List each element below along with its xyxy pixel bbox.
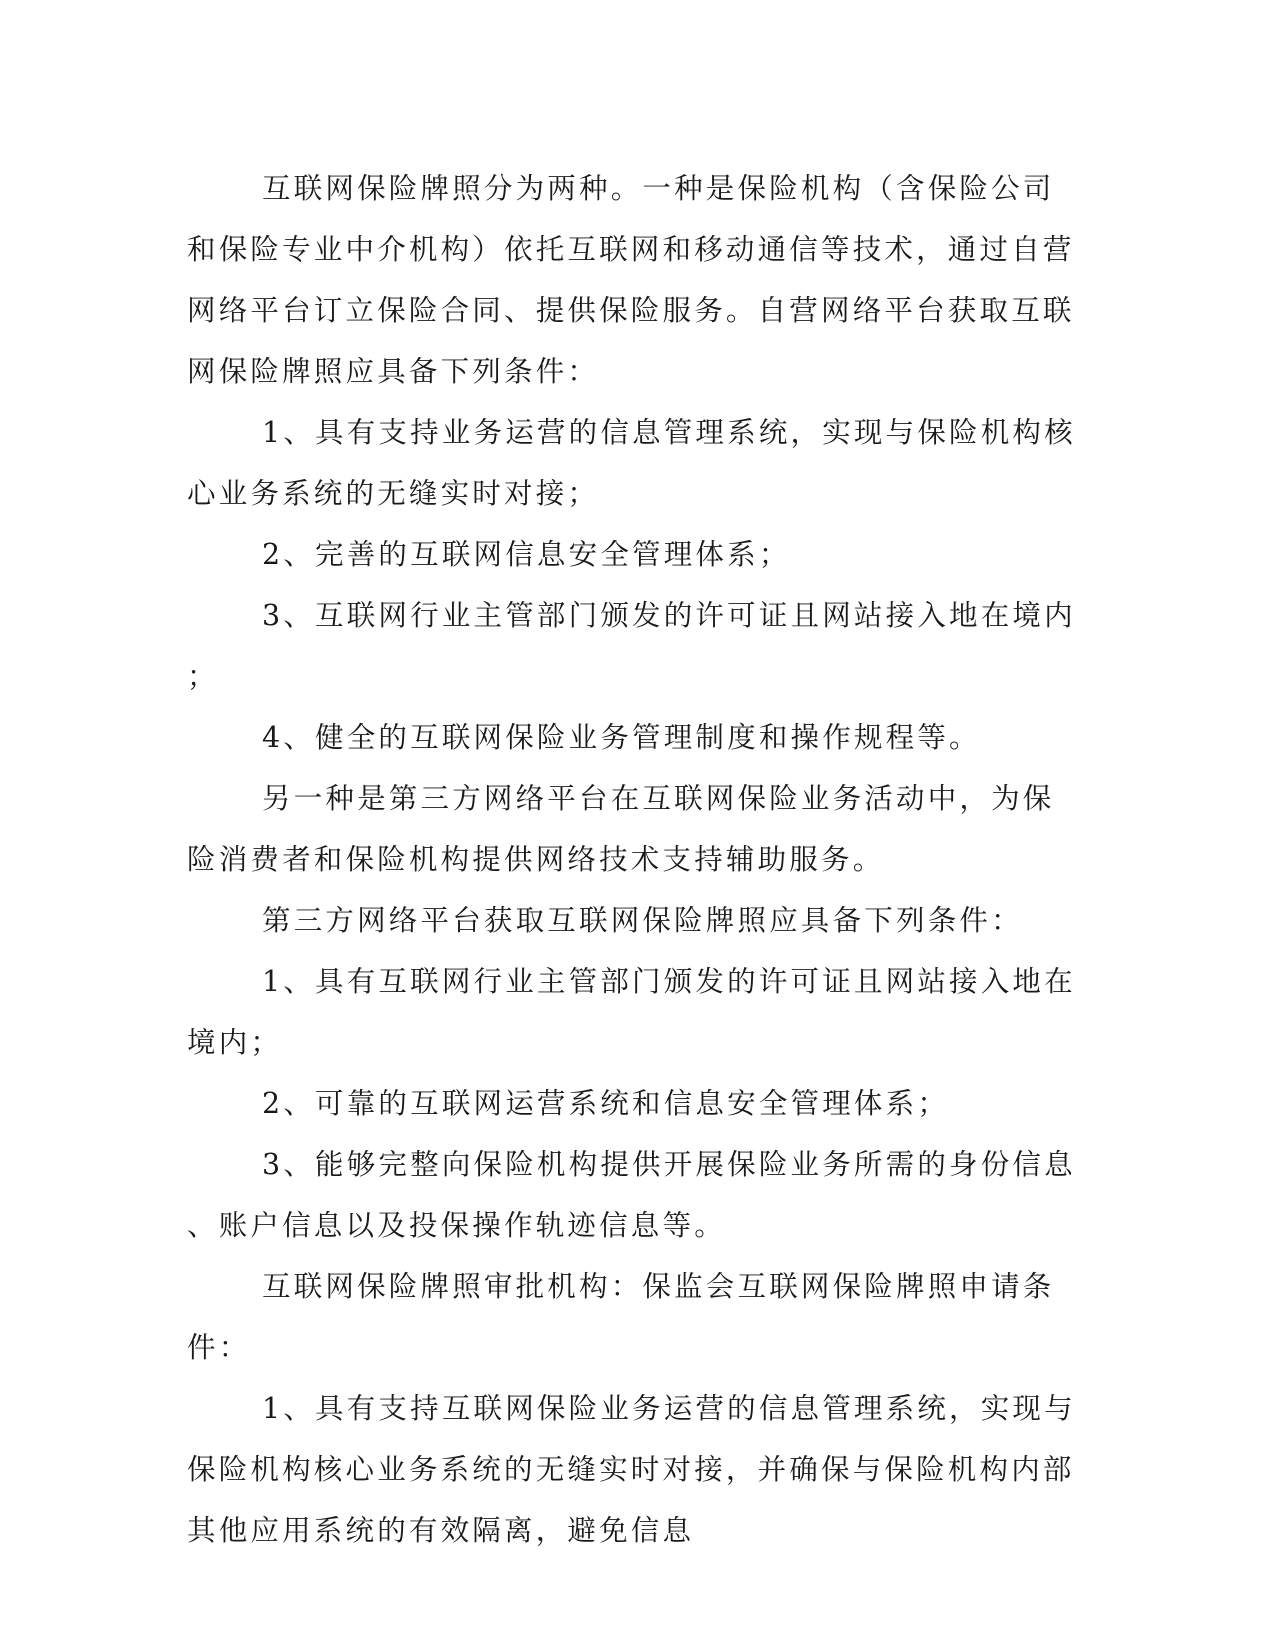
paragraph-self-condition-1: 1、具有支持业务运营的信息管理系统，实现与保险机构核心业务系统的无缝实时对接； bbox=[187, 416, 1076, 510]
paragraph-self-condition-4: 4、健全的互联网保险业务管理制度和操作规程等。 bbox=[262, 721, 981, 754]
paragraph-application-condition-1: 1、具有支持互联网保险业务运营的信息管理系统，实现与保险机构核心业务系统的无缝实时对接，并确保与保险机构内部其他应用系统的有效隔离，避免信息 bbox=[187, 1392, 1076, 1547]
document-body bbox=[187, 158, 1077, 1561]
paragraph-third-party-condition-3: 3、能够完整向保险机构提供开展保险业务所需的身份信息、账户信息以及投保操作轨迹信息等。 bbox=[187, 1148, 1076, 1242]
paragraph-third-party-condition-1: 1、具有互联网行业主管部门颁发的许可证且网站接入地在境内； bbox=[187, 965, 1076, 1059]
paragraph-approval-authority: 互联网保险牌照审批机构：保监会互联网保险牌照申请条件： bbox=[187, 1270, 1055, 1364]
paragraph-self-condition-3: 3、互联网行业主管部门颁发的许可证且网站接入地在境内； bbox=[187, 599, 1076, 693]
paragraph-third-party-intro: 另一种是第三方网络平台在互联网保险业务活动中，为保险消费者和保险机构提供网络技术支持辅助服务。 bbox=[187, 782, 1055, 876]
paragraph-third-party-conditions-heading: 第三方网络平台获取互联网保险牌照应具备下列条件： bbox=[262, 904, 1023, 937]
paragraph-self-condition-2: 2、完善的互联网信息安全管理体系； bbox=[262, 538, 791, 571]
paragraph-license-types: 互联网保险牌照分为两种。一种是保险机构（含保险公司和保险专业中介机构）依托互联网和移动通信等技术，通过自营网络平台订立保险合同、提供保险服务。自营网络平台获取互联网保险牌照应具备下列条件： bbox=[187, 172, 1075, 388]
paragraph-third-party-condition-2: 2、可靠的互联网运营系统和信息安全管理体系； bbox=[262, 1087, 950, 1120]
